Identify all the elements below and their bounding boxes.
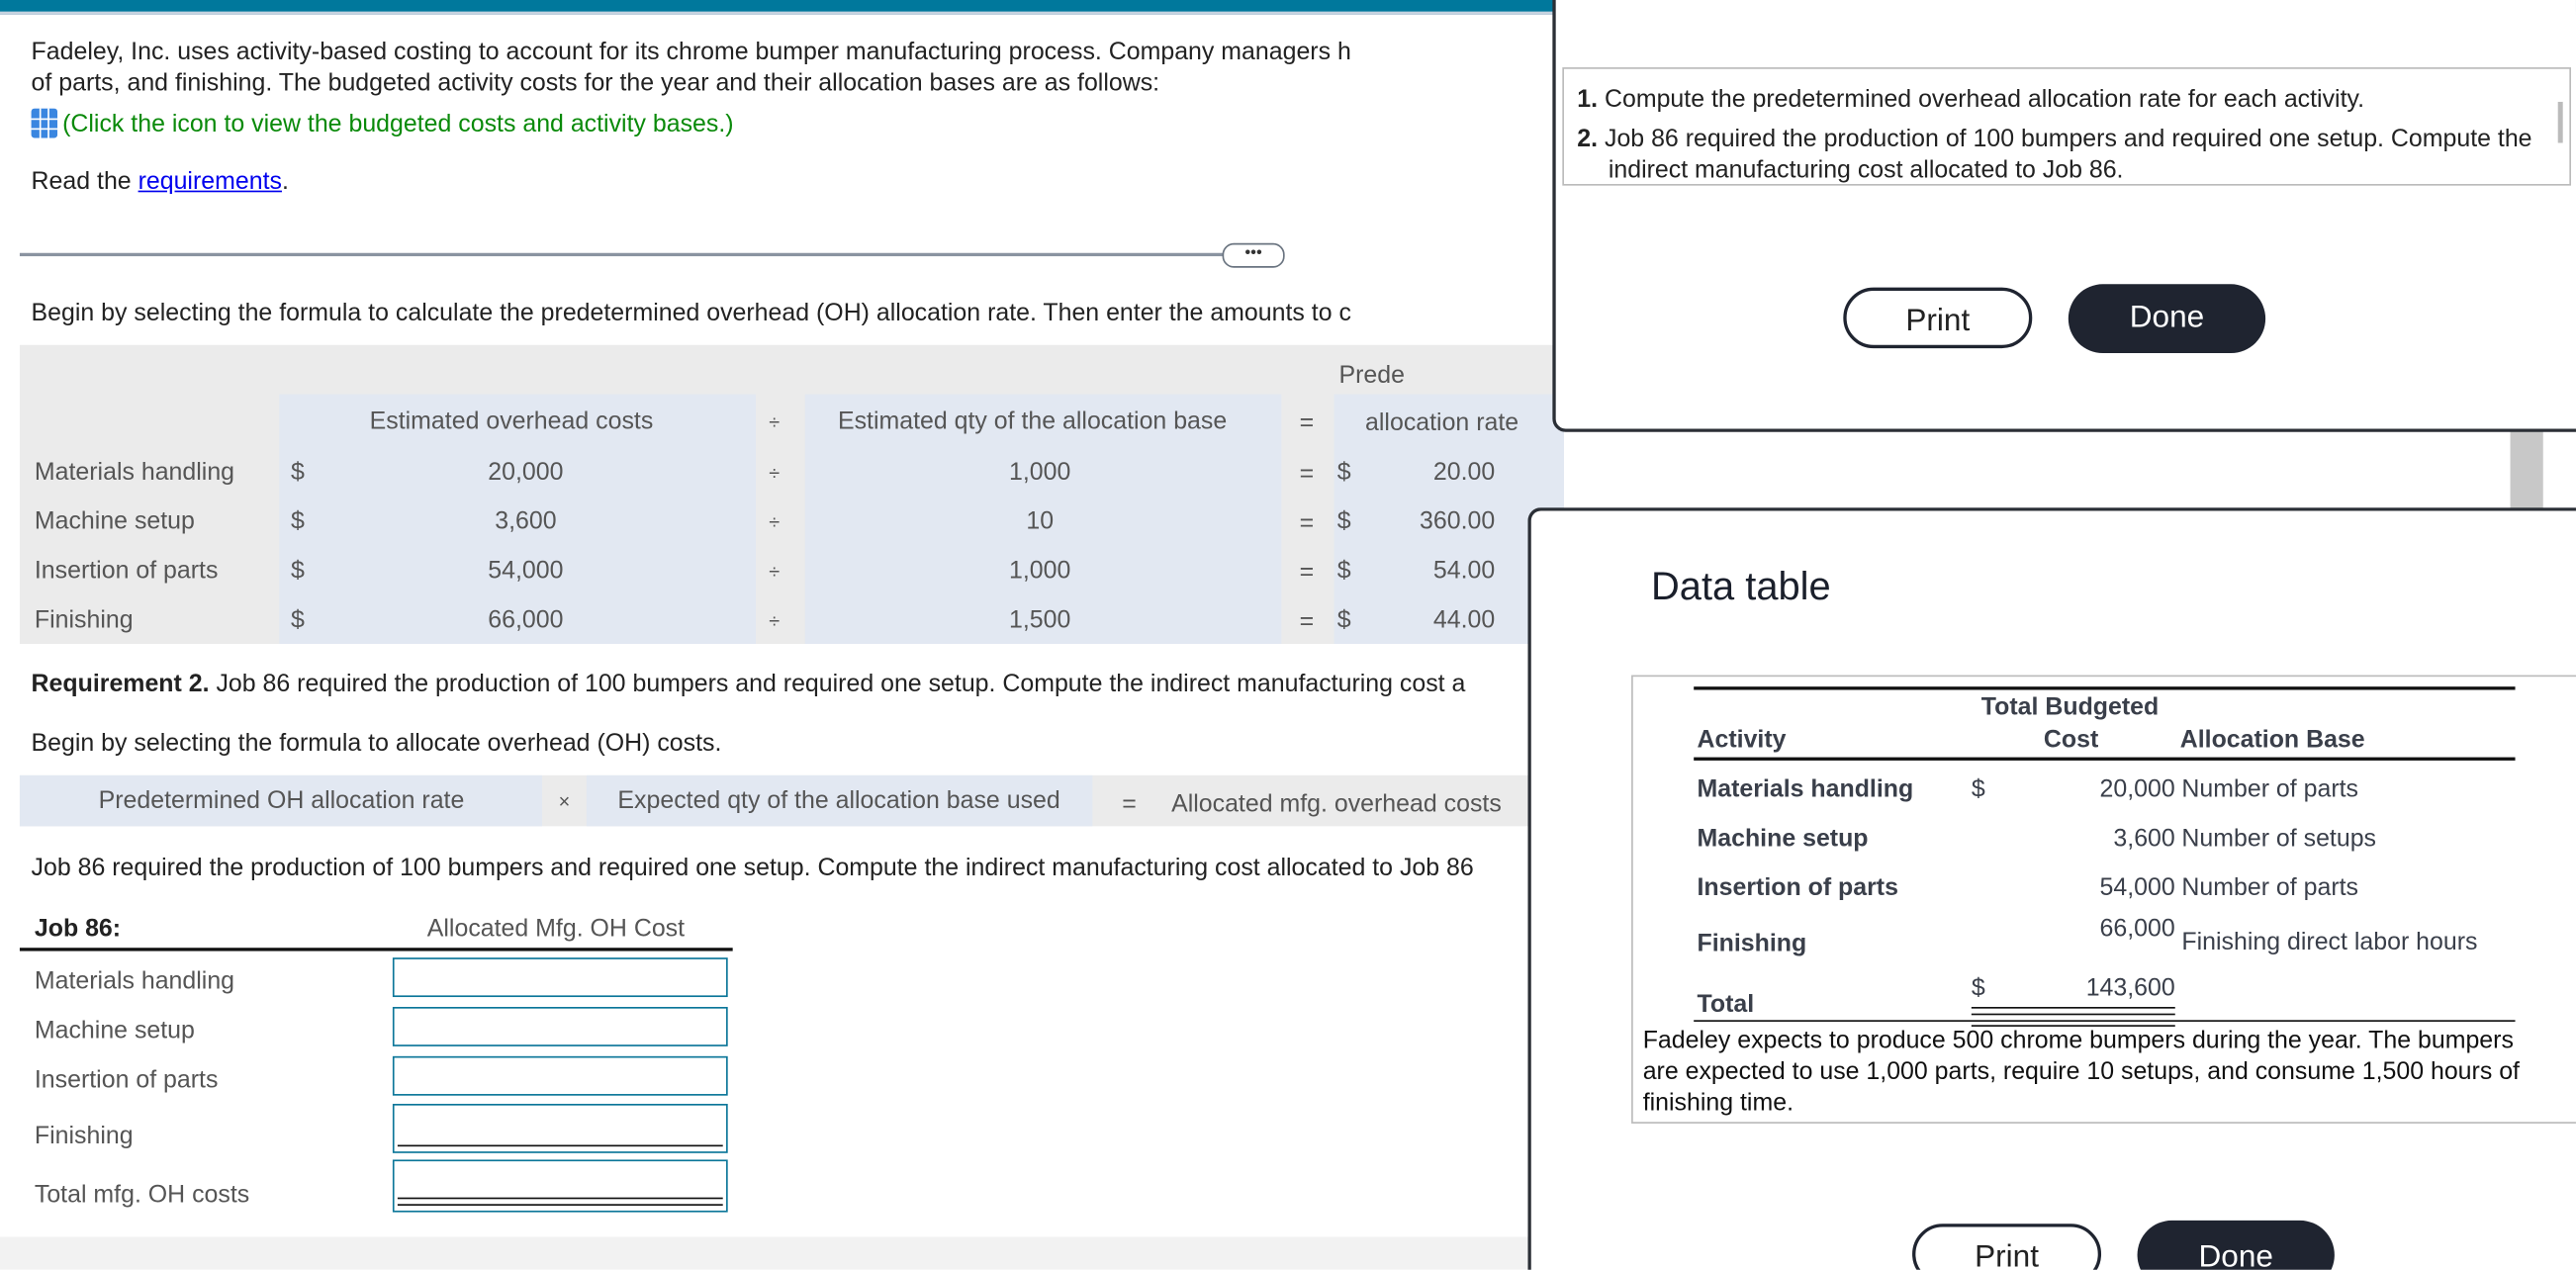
job86-row-label: Total mfg. OH costs bbox=[34, 1181, 250, 1210]
job86-row-label: Finishing bbox=[34, 1122, 134, 1150]
total-double-underline bbox=[1972, 1007, 2175, 1015]
equals-sign: = bbox=[1299, 508, 1315, 538]
data-table-title: Data table bbox=[1651, 565, 1831, 610]
requirements-list bbox=[1562, 67, 2571, 186]
table-bottom-rule bbox=[1694, 1020, 2515, 1022]
job86-label: Job 86: bbox=[34, 915, 122, 944]
cost-input[interactable]: 3,600 bbox=[495, 507, 557, 536]
done-button[interactable]: Done bbox=[2069, 284, 2265, 353]
data-cost: 66,000 bbox=[2099, 915, 2175, 944]
table-top-rule bbox=[1694, 686, 2515, 689]
note-line-2: are expected to use 1,000 parts, require 10 setups, and consume 1,500 hours of bbox=[1642, 1057, 2520, 1086]
rate-input[interactable]: 360.00 bbox=[1420, 507, 1496, 536]
data-table-modal bbox=[1527, 507, 2576, 1270]
rate-input[interactable]: 44.00 bbox=[1432, 605, 1496, 635]
divide-sign: ÷ bbox=[769, 609, 781, 633]
currency-sign: $ bbox=[1336, 458, 1351, 487]
data-currency: $ bbox=[1971, 774, 1985, 804]
data-base: Finishing direct labor hours bbox=[2181, 928, 2478, 956]
note-line-3: finishing time. bbox=[1642, 1089, 1794, 1118]
print-button[interactable]: Print bbox=[1843, 288, 2032, 348]
table-grid-icon[interactable] bbox=[32, 109, 58, 138]
cost-input[interactable]: 54,000 bbox=[488, 556, 564, 586]
divide-sign: ÷ bbox=[769, 560, 781, 584]
read-suffix: . bbox=[281, 167, 289, 196]
currency-sign: $ bbox=[290, 458, 305, 487]
data-cost: 54,000 bbox=[2099, 873, 2175, 902]
job86-prompt: Job 86 required the production of 100 bumpers and required one setup. Compute the indirect manufacturing cost allocated to Job 86 bbox=[31, 854, 1474, 882]
req-text-1: Compute the predetermined overhead allocation rate for each activity. bbox=[1604, 85, 2365, 114]
job86-col-header: Allocated Mfg. OH Cost bbox=[426, 915, 686, 944]
job86-header-rule bbox=[20, 948, 733, 951]
req2-title-bold: Requirement 2. bbox=[31, 670, 210, 698]
requirement-2 bbox=[1577, 125, 2531, 152]
allocated-cost-input[interactable] bbox=[393, 1159, 728, 1212]
req2-instruction: Begin by selecting the formula to allocate overhead (OH) costs. bbox=[31, 729, 722, 758]
currency-sign: $ bbox=[1336, 507, 1351, 536]
currency-sign: $ bbox=[290, 605, 305, 635]
equals-sign: = bbox=[1299, 558, 1315, 587]
formula-times: × bbox=[558, 789, 571, 814]
qty-input[interactable]: 1,000 bbox=[1009, 556, 1071, 586]
data-cost: 3,600 bbox=[2113, 824, 2175, 853]
req-num-1: 1. bbox=[1577, 85, 1599, 114]
formula-qty[interactable]: Expected qty of the allocation base used bbox=[617, 786, 1060, 815]
header-base: Allocation Base bbox=[2179, 726, 2365, 755]
header-equals: = bbox=[1299, 408, 1315, 437]
data-activity: Finishing bbox=[1697, 929, 1807, 958]
formula-equals: = bbox=[1122, 789, 1137, 819]
currency-sign: $ bbox=[290, 507, 305, 536]
currency-sign: $ bbox=[290, 556, 305, 586]
header-rule bbox=[1694, 758, 2515, 761]
total-label: Total bbox=[1697, 990, 1755, 1019]
header-activity: Activity bbox=[1697, 726, 1787, 755]
currency-sign: $ bbox=[1336, 556, 1351, 586]
data-table-link-text[interactable]: (Click the icon to view the budgeted costs and activity bases.) bbox=[62, 110, 734, 138]
cost-input[interactable]: 20,000 bbox=[488, 458, 564, 487]
data-done-button[interactable]: Done bbox=[2138, 1221, 2335, 1270]
qty-input[interactable]: 10 bbox=[1026, 507, 1055, 536]
rate-input[interactable]: 54.00 bbox=[1432, 556, 1496, 586]
allocated-cost-input[interactable] bbox=[393, 1056, 728, 1096]
double-underline bbox=[398, 1198, 723, 1206]
formula-result[interactable]: Allocated mfg. overhead costs bbox=[1171, 789, 1502, 819]
data-print-button[interactable]: Print bbox=[1912, 1224, 2101, 1269]
data-table-box bbox=[1631, 676, 2576, 1124]
header-cost-top: Total Budgeted bbox=[1980, 692, 2160, 722]
header-divide: ÷ bbox=[769, 410, 781, 434]
read-prefix: Read the bbox=[31, 167, 138, 196]
header-est-oh[interactable]: Estimated overhead costs bbox=[369, 407, 654, 436]
data-cost: 20,000 bbox=[2099, 774, 2175, 804]
req2-title-rest: Job 86 required the production of 100 bumpers and required one setup. Compute the indirect manufacturing cost a bbox=[209, 670, 1466, 698]
data-activity: Materials handling bbox=[1697, 774, 1914, 804]
total-currency: $ bbox=[1971, 973, 1985, 1003]
job86-row-label: Insertion of parts bbox=[34, 1065, 219, 1095]
list-scrollbar[interactable] bbox=[2558, 102, 2563, 143]
cost-input[interactable]: 66,000 bbox=[488, 605, 564, 635]
allocation-rate-table bbox=[20, 345, 1564, 644]
header-rate-bottom: allocation rate bbox=[1365, 408, 1519, 437]
allocated-cost-input[interactable] bbox=[393, 1007, 728, 1046]
equals-sign: = bbox=[1299, 607, 1315, 636]
req-num-2: 2. bbox=[1577, 125, 1599, 153]
allocated-cost-input[interactable] bbox=[393, 1104, 728, 1153]
qty-input[interactable]: 1,500 bbox=[1009, 605, 1071, 635]
job86-row-label: Machine setup bbox=[34, 1016, 195, 1045]
section-divider bbox=[20, 253, 1228, 256]
header-est-qty[interactable]: Estimated qty of the allocation base bbox=[837, 407, 1228, 436]
header-cost-bottom: Cost bbox=[2043, 726, 2099, 755]
data-base: Number of parts bbox=[2181, 873, 2359, 902]
req2-title bbox=[32, 671, 1466, 698]
more-button[interactable]: ••• bbox=[1223, 243, 1285, 268]
data-base: Number of setups bbox=[2181, 824, 2377, 853]
req1-instruction: Begin by selecting the formula to calculate the predetermined overhead (OH) allocation rate. Then enter the amounts to c bbox=[31, 299, 1351, 327]
requirements-modal bbox=[1552, 0, 2576, 432]
intro-line-2: of parts, and finishing. The budgeted activity costs for the year and their allocation bases are as follows: bbox=[31, 68, 1160, 97]
activity-label: Materials handling bbox=[34, 458, 235, 487]
activity-label: Finishing bbox=[34, 605, 134, 635]
total-cost: 143,600 bbox=[2085, 973, 2175, 1003]
note-line-1: Fadeley expects to produce 500 chrome bumpers during the year. The bumpers bbox=[1642, 1026, 2514, 1055]
formula-rate[interactable]: Predetermined OH allocation rate bbox=[98, 786, 465, 815]
header-rate-top: Prede bbox=[1338, 361, 1405, 390]
activity-label: Machine setup bbox=[34, 507, 195, 536]
requirement-1 bbox=[1577, 85, 2364, 113]
activity-label: Insertion of parts bbox=[34, 556, 219, 586]
rate-input[interactable]: 20.00 bbox=[1432, 458, 1496, 487]
allocated-cost-input[interactable] bbox=[393, 957, 728, 997]
single-underline bbox=[398, 1145, 723, 1147]
divide-sign: ÷ bbox=[769, 510, 781, 534]
currency-sign: $ bbox=[1336, 605, 1351, 635]
data-activity: Machine setup bbox=[1697, 824, 1869, 853]
req-text-2: Job 86 required the production of 100 bumpers and required one setup. Compute the bbox=[1604, 125, 2532, 153]
bottom-band bbox=[0, 1237, 1527, 1270]
requirement-2-cont: indirect manufacturing cost allocated to Job 86. bbox=[1608, 155, 2124, 184]
allocation-formula bbox=[20, 775, 1528, 826]
read-requirements bbox=[32, 167, 289, 195]
data-table-link[interactable] bbox=[32, 109, 734, 138]
scrollbar-thumb[interactable] bbox=[2511, 430, 2543, 509]
equals-sign: = bbox=[1299, 459, 1315, 489]
qty-input[interactable]: 1,000 bbox=[1009, 458, 1071, 487]
divide-sign: ÷ bbox=[769, 461, 781, 485]
data-base: Number of parts bbox=[2181, 774, 2359, 804]
intro-line-1: Fadeley, Inc. uses activity-based costing to account for its chrome bumper manufacturing process. Company managers h bbox=[31, 38, 1351, 66]
job86-row-label: Materials handling bbox=[34, 967, 235, 996]
requirements-link[interactable]: requirements bbox=[138, 167, 282, 196]
data-activity: Insertion of parts bbox=[1697, 873, 1898, 902]
